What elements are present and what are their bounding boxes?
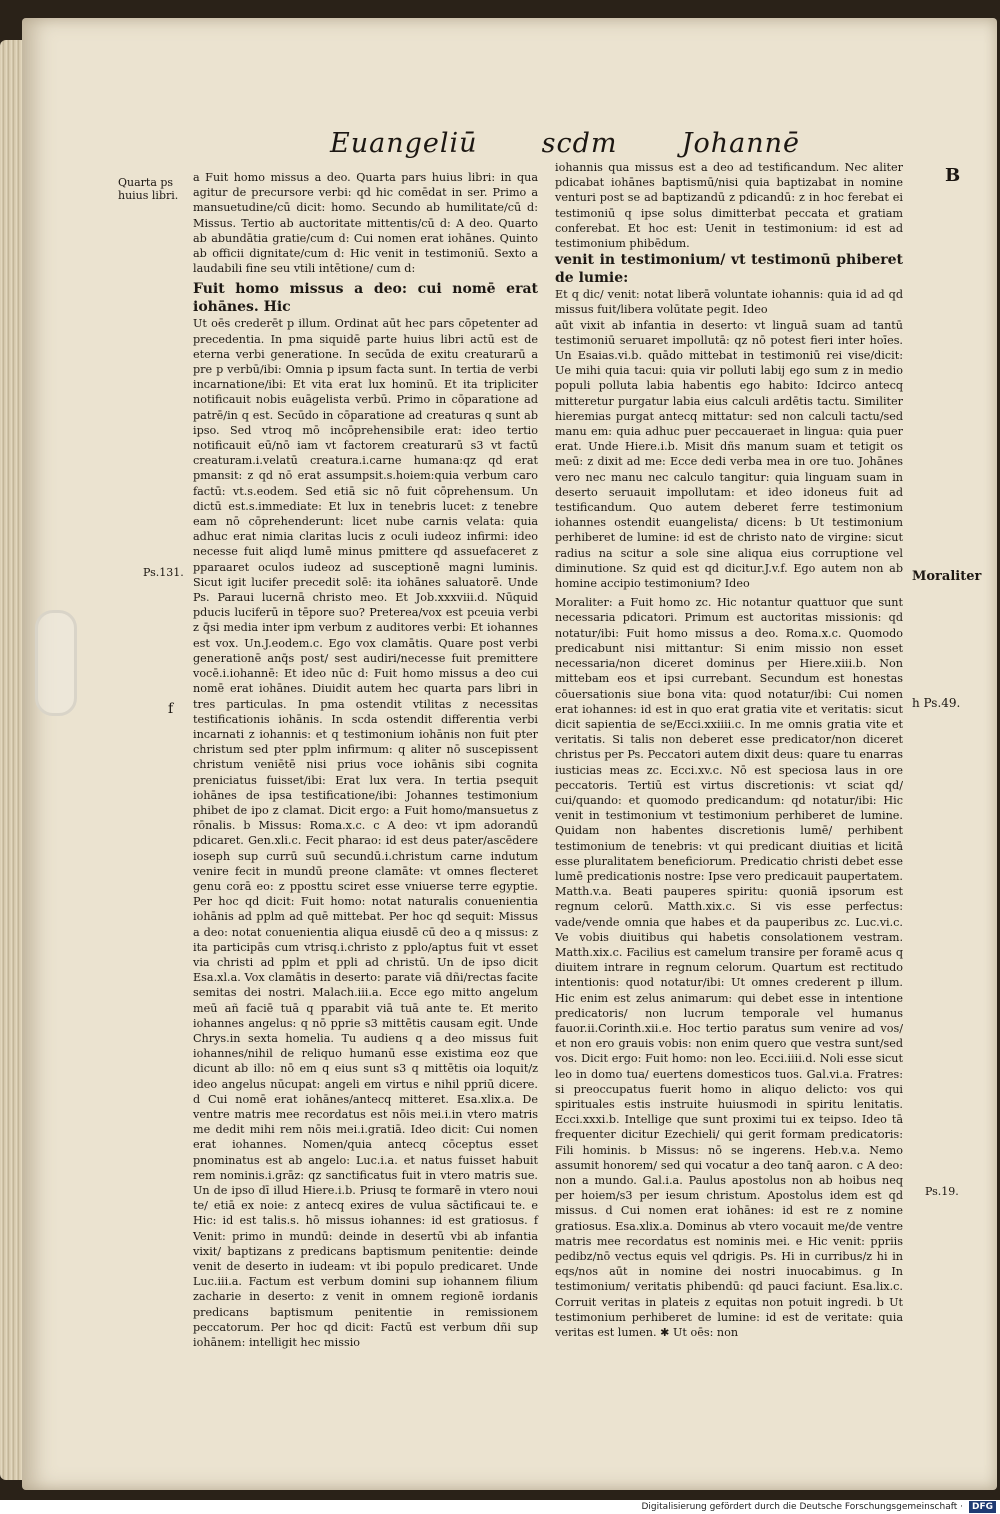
- right-inset-verse: venit in testimonium/ vt testimonū phiberet de lumie:: [555, 252, 903, 287]
- margin-note-quarta: Quarta ps huius libri.: [118, 176, 179, 202]
- right-body: aūt vixit ab infantia in deserto: vt linguā suam ad tantū testimoniū seruaret impollutā: qz nō potest fieri inter hoīes. Un Esaias.vi.b. quādo mittebat in testimoniū rei vise/dicit: Ue mihi quia tacui: quia vir polluti labij ego sum z in medio populi polluta labia habentis ego habito: Idcirco antecq mitteretur purgatur labia eius calculi ardētis tactu. Similiter hieremias purgat antecq mittatur: sed non calculi tactu/sed manu em: quia adhuc puer peccaueraet in lingua: quia puer erat. Unde Hiere.i.b. Misit dñs manum suam et tetigit os meū: z dixit ad me: Ecce dedi verba mea in ore tuo. Johānes vero nec manu nec calculo tangitur: quia linguam suam in deserto seruauit impollutam: et ideo idoneus fuit ad testificandum. Quo autem deberet ferre testimonium iohannes ostendit euangelista/ dicens: b Ut testimonium perhiberet de lumine: id est de christo nato de virgine: sicut radius na scitur a sole sine aliqua eius corruptione vel diminutione. Sz quid est qd dicitur.J.v.f. Ego autem non ab homine accipio testimonium? Ideo: [555, 318, 903, 591]
- paper-clip: [35, 610, 77, 716]
- running-header: [330, 125, 800, 161]
- margin-note-f: f: [168, 701, 174, 717]
- footer-credit: Digitalisierung gefördert durch die Deutsche Forschungsgemeinschaft ·: [641, 1502, 963, 1512]
- digitization-footer: [0, 1500, 1000, 1514]
- margin-note-ps19: Ps.19.: [925, 1185, 959, 1198]
- margin-note-moraliter: Moraliter: [912, 569, 982, 584]
- left-intro: a Fuit homo missus a deo. Quarta pars huius libri: in qua agitur de precursore verbi: qd hic comēdat in ser. Primo a mansuetudine/cū dicit: homo. Secundo ab humilitate/cū d: Missus. Tertio ab auctoritate mittentis/cū d: A deo. Quarto ab abundātia gratie/cum d: Cui nomen erat iohānes. Quinto ab officii dignitate/cum d: Hic venit in testimoniū. Sexto a laudabili fine seu vtili intētione/ cum d:: [193, 171, 538, 276]
- dfg-logo: DFG: [969, 1501, 996, 1513]
- margin-note-ps49: h Ps.49.: [912, 696, 961, 710]
- header-right: Johannē: [681, 127, 800, 159]
- right-top: iohannis qua missus est a deo ad testificandum. Nec aliter pdicabat iohānes baptismū/nisi quia baptizabat in nomine venturi post se ad baptizandū z pdicandū: z in hoc ferebat ei testimoniū q ipse solus dimitterbat peccata et gratiam conferebat. Et hoc est: Uenit in testimonium: id est ad testimonium phibēdum.: [555, 161, 903, 251]
- right-moraliter: Moraliter: a Fuit homo zc. Hic notantur quattuor que sunt necessaria pdicatori. Primum est auctoritas missionis: qd notatur/ibi: Fuit homo missus a deo. Roma.x.c. Quomodo predicabunt nisi mittantur: Si enim missio non esset necessaria/non diceret dominus per Hiere.xiii.b. Non mittebam eos et ipsi currebant. Secundum est honestas cōuersationis siue bona vita: quod notatur/ibi: Cui nomen erat iohannes: id est in quo erat gratia vite et veritatis: sicut dicit sapientia de se/Ecci.xxiiii.c. In me omnis gratia vite et veritatis. Si talis non deberet esse predicator/non diceret christus per Ps. Peccatori autem dixit deus: quare tu enarras iusticias meas zc. Ecci.xv.c. Nō est speciosa laus in ore peccatoris. Tertiū est virtus discretionis: vt sciat qd/ cui/quando: et quomodo predicandum: qd notatur/ibi: Hic venit in testimonium vt testimonium perhiberet de lumine. Quidam non habentes discretionis lumē/ perhibent testimonium de tenebris: vt qui predicant diuitias et licitā esse pluralitatem beneficiorum. Predicatio christi debet esse lumē predicationis nostre: Ipse vero predicauit paupertatem. Matth.v.a. Beati pauperes spiritu: quoniā ipsorum est regnum celorū. Matth.xix.c. Si vis esse perfectus: vade/vende omnia que habes et da pauperibus zc. Luc.vi.c. Ve vobis diuitibus qui habetis consolationem vestram. Matth.xix.c. Facilius est camelum transire per foramē acus q diuitem intrare in regnum celorum. Quartum est rectitudo intentionis: quod notatur/ibi: Ut omnes crederent p illum. Hic enim est zelus animarum: qui debet esse in intentione predicatoris/ non lucrum temporale vel humanus fauor.ii.Corinth.xii.e. Hoc tertio paratus sum venire ad vos/ et non ero grauis vobis: non enim quero que vestra sunt/sed vos. Dicit ergo: Fuit homo: non leo. Ecci.iiii.d. Noli esse sicut leo in domo tua/ euertens domesticos tuos. Gal.vi.a. Fratres: si preoccupatus fuerit homo in aliquo delicto: vos qui spirituales estis instruite huiusmodi in spiritu lenitatis. Ecci.xxxi.b. Intellige que sunt proximi tui ex teipso. Ideo tā frequenter dicitur Ezechieli/ qui gerit formam predicatoris: Fili hominis. b Missus: nō se ingerens. Heb.v.a. Nemo assumit honorem/ sed qui vocatur a deo tanq̄ aaron. c A deo: non a mundo. Gal.i.a. Paulus apostolus non ab hoibus neq per hoiem/s3 per iesum christum. Apostolus idem est qd missus. d Cui nomen erat iohānes: id est re z nomine gratiosus. Esa.xlix.a. Dominus ab vtero vocauit me/de ventre matris mee recordatus est nominis mei. e Hic venit: ppriis pedibz/nō vectus equis vel qdrigis. Ps. Hi in curribus/z hi in eqs/nos aūt in nomine dei nostri inuocabimus. g In testimonium/ veritatis phibendū: qd pauci faciunt. Esa.lix.c. Corruit veritas in plateis z equitas non potuit ingredi. b Ut testimonium perhiberet de lumine: id est de veritate: quia veritas est lumen. ✱ Ut oēs: non: [555, 596, 903, 1340]
- margin-note-ps131: Ps.131.: [143, 566, 184, 579]
- header-center: scdm: [541, 127, 618, 159]
- right-column: [555, 160, 903, 1340]
- header-left: Euangeliū: [330, 127, 478, 159]
- right-side-gloss: Et q dic/ venit: notat liberā voluntate iohannis: quia id ad qd missus fuit/libera volūtate pegit. Ideo: [555, 288, 903, 317]
- signature-mark: B: [945, 165, 961, 186]
- left-column: [193, 170, 538, 1350]
- left-inset-verse: Fuit homo missus a deo: cui nomē erat iohānes. Hic: [193, 281, 538, 316]
- left-body: Ut oēs crederēt p illum. Ordinat aūt hec pars cōpetenter ad precedentia. In pma siquidē parte huius libri actū est de eterna verbi generatione. In secūda de exitu creaturarū a pre p verbū/ibi: Omnia p ipsum facta sunt. In tertia de verbi incarnatione/ibi: Et vita erat lux hominū. Et ita tripliciter notificauit nobis euāgelista verbū. Primo in cōparatione ad patrē/in q est. Secūdo in cōparatione ad creaturas q sunt ab ipso. Sed vtroq mō incōprehensibile erat: ideo tertio notificauit eū/nō iam vt factorem creaturarū s3 vt factū creaturam.i.velatū creatura.i.carne humana:qz qd erat pmansit: z qd nō erat assumpsit.s.hoiem:quia verbum caro factū: vt.s.eodem. Sed etiā sic nō fuit cōprehensum. Un dictū est.s.immediate: Et lux in tenebris lucet: z tenebre eam nō cōprehenderunt: licet nube carnis velata: quia adhuc erat nimia claritas lucis z oculi iudeoz infirmi: ideo necesse fuit aliqd lumē minus pmittere qd assuefaceret z pparaaret oculos iudeoz ad susceptionē magni luminis. Sicut igit lucifer precedit solē: ita iohānes saluatorē. Unde Ps. Paraui lucernā christo meo. Et Job.xxxviii.d. Nūquid pducis luciferū in tēpore suo? Preterea/vox est pceuia verbi z q̄si media inter ipm verbum z auditores verbi: Et iohannes est vox. Un.J.eodem.c. Ego vox clamātis. Quare post verbi generationē anq̄s post/ sest audiri/necesse fuit premittere vocē.i.iohannē: Et ideo nūc d: Fuit homo missus a deo cui nomē erat iohānes. Diuidit autem hec quarta pars libri in tres particulas. In pma ostendit vtilitas z necessitas testificationis iohānis. In scda ostendit differentia verbi incarnati z iohannis: et q testimonium iohānis non fuit pter christum sed pter pplm infirmum: q aliter nō suscepissent christum veniētē nisi prius voce iohānis sibi cognita preniciatus fuisset/ibi: Erat lux vera. In tertia psequit iohānes de ipsa testificatione/ibi: Johannes testimonium phibet de ipo z clamat. Dicit ergo: a Fuit homo/mansuetus z rōnalis. b Missus: Roma.x.c. c A deo: vt ipm adorandū pdicaret. Gen.xli.c. Fecit pharao: id est deus pater/ascēdere ioseph sup currū suū secundū.i.christum carne indutum venire fecit in mundū preone clamāte: vt omnes flecteret genu corā eo: z pposttu sciret esse vniuerse terre egyptie. Per hoc qd dicit: Fuit homo: notat naturalis conuenientia iohānis ad pplm ad quē mittebat. Per hoc qd sequit: Missus a deo: notat conuenientia aliqua eiusdē cū deo a q missus: z ita participās cum vtrisq.i.christo z pplo/aptus fuit vt esset via christi ad pplm et ppli ad christū. Un de ipso dicit Esa.xl.a. Vox clamātis in deserto: parate viā dñi/rectas facite semitas dei nostri. Malach.iii.a. Ecce ego mitto angelum meū añ faciē tuā q pparabit viā tuā ante te. Et merito iohannes angelus: q nō pprie s3 mittētis causam egit. Unde Chrys.in sexta homelia. Tu audiens q a deo missus fuit iohannes/nihil de reliquo humanū esse existima eoz que dicunt ab illo: nō em q eius sunt s3 q mittētis oia loquit/z ideo angelus nūcupat: angeli em virtus e nihil ppriū dicere. d Cui nomē erat iohānes/antecq mitteret. Esa.xlix.a. De ventre matris mee recordatus est nōis mei.i.in vtero matris me dedit mihi rem nōis mei.i.gratiā. Ideo dicit: Cui nomen erat iohannes. Nomen/quia antecq cōceptus esset pnominatus est ab angelo: Luc.i.a. et natus fuisset habuit rem nominis.i.grāz: qz sanctificatus fuit in vtero matris sue. Un de ipso dī illud Hiere.i.b. Priusq te formarē in vtero noui te/ etiā ex noie: z antecq exires de vulua sāctificaui te. e Hic: id est talis.s. hō missus iohannes: id est gratiosus. f Venit: primo in mundū: deinde in desertū vbi ab infantia vixit/ baptizans z predicans baptismum penitentie: deinde venit de deserto in iudeam: vt ibi populo predicaret. Unde Luc.iii.a. Factum est verbum domini sup iohannem filium zacharie in deserto: z venit in omnem regionē iordanis predicans baptismum penitentie in remissionem peccatorum. Per hoc qd dicit: Factū est verbum dñi sup iohānem: intelligit hec missio: [193, 317, 538, 1350]
